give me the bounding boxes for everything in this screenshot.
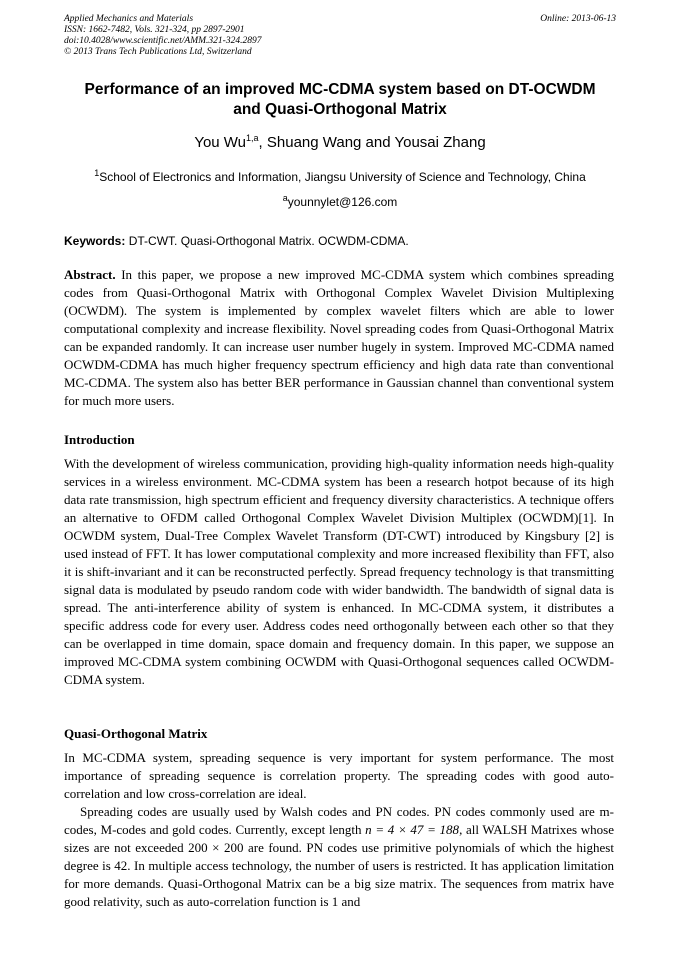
other-authors: , Shuang Wang and Yousai Zhang xyxy=(258,134,486,151)
author-list xyxy=(64,134,616,151)
first-author-affiliation-mark: 1,a xyxy=(246,133,259,143)
online-date: Online: 2013-06-13 xyxy=(540,14,616,24)
first-author: You Wu xyxy=(194,134,247,151)
title-line-1: Performance of an improved MC-CDMA system based on DT-OCWDM xyxy=(84,81,596,98)
para2-text-a: Spreading codes are usually used by Walsh codes and PN codes. PN codes commonly used are m-codes, M-codes and gold codes. Currently, except length xyxy=(64,804,614,837)
introduction-text: With the development of wireless communication, providing high-quality information needs high-quality services in a wireless environment. MC-CDMA system has been a research hotpot because of its high data rate transmission, high spectrum efficient and frequency diversity characteristics. A technique offers an alternative to OFDM called Orthogonal Complex Wavelet Division Multiplex (OCWDM)[1]. In OCWDM system, Dual-Tree Complex Wavelet Transform (DT-CWT) introduced by Kingsbury [2] is used instead of FFT. It has lower computational complexity and more increased flexibility than FFT, also it is shift-invariant and it can be reconstructed perfectly. Spread frequency technology is that transmitting signal data is modulated by pseudo random code with wider bandwidth. The bandwidth of signal data is spread. The anti-interference ability of system is enhanced. In MC-CDMA system, it distributes a specific address code for every user. Address codes need orthogonally between each other so that they can be overlapped in time domain, space domain and frequency domain. In this paper, we suppose an improved MC-CDMA system combining OCWDM with Quasi-Orthogonal sequences called OCWDM-CDMA system. xyxy=(64,456,614,687)
journal-header xyxy=(64,14,616,58)
introduction-heading: Introduction xyxy=(64,432,135,447)
journal-name: Applied Mechanics and Materials xyxy=(64,14,194,24)
affiliation xyxy=(64,170,616,184)
copyright-line: © 2013 Trans Tech Publications Ltd, Switzerland xyxy=(64,47,252,57)
keywords xyxy=(64,234,616,248)
paper-title xyxy=(64,80,616,120)
email-mark: a xyxy=(282,193,288,203)
para2-text-b: , all WALSH Matrixes whose sizes are not exceeded xyxy=(64,822,614,855)
affiliation-text: School of Electronics and Information, Jiangsu University of Science and Technology, China xyxy=(99,170,586,184)
author-email xyxy=(64,195,616,209)
abstract-label: Abstract. xyxy=(64,267,116,282)
email-text: younnylet@126.com xyxy=(287,195,398,209)
issn-line: ISSN: 1662-7482, Vols. 321-324, pp 2897-2901 xyxy=(64,25,245,35)
affiliation-mark: 1 xyxy=(94,168,100,178)
abstract xyxy=(64,266,614,410)
doi-line: doi:10.4028/www.scientific.net/AMM.321-324.2897 xyxy=(64,36,262,46)
quasi-orthogonal-paragraph-1: In MC-CDMA system, spreading sequence is very important for system performance. The most importance of spreading sequence is correlation property. The spreading codes with good auto-correlation and low cross-correlation are ideal. xyxy=(64,750,614,801)
quasi-orthogonal-paragraph-2 xyxy=(64,803,614,911)
matrix-size-expression: 200 × 200 xyxy=(188,840,244,855)
quasi-orthogonal-heading: Quasi-Orthogonal Matrix xyxy=(64,726,208,741)
abstract-text: In this paper, we propose a new improved MC-CDMA system which combines spreading codes from Quasi-Orthogonal Matrix with Orthogonal Complex Wavelet Division Multiplexing (OCWDM). The system is implemented by complex wavelet filters which are able to lower computational complexity and increase flexibility. Novel spreading codes from Quasi-Orthogonal Matrix can be expanded randomly. It can increase user number hugely in system. Improved MC-CDMA named OCWDM-CDMA has much higher frequency spectrum efficiency and high data rate than conventional MC-CDMA. The system also has better BER performance in Gaussian channel than conventional system for much more users. xyxy=(64,267,614,408)
keywords-text: DT-CWT. Quasi-Orthogonal Matrix. OCWDM-CDMA. xyxy=(128,234,409,248)
length-equation: n = 4 × 47 = 188 xyxy=(365,822,460,837)
para2-text-c: are found. PN codes use primitive polynomials of which the highest degree is 42. In multiple access technology, the number of users is restricted. It has application limitation for more demands. Quasi-Orthogonal Matrix can be a big size matrix. The sequences from matrix have good relativity, such as auto-correlation function is 1 and xyxy=(64,840,614,909)
keywords-label: Keywords: xyxy=(64,234,126,248)
title-line-2: and Quasi-Orthogonal Matrix xyxy=(233,101,447,118)
